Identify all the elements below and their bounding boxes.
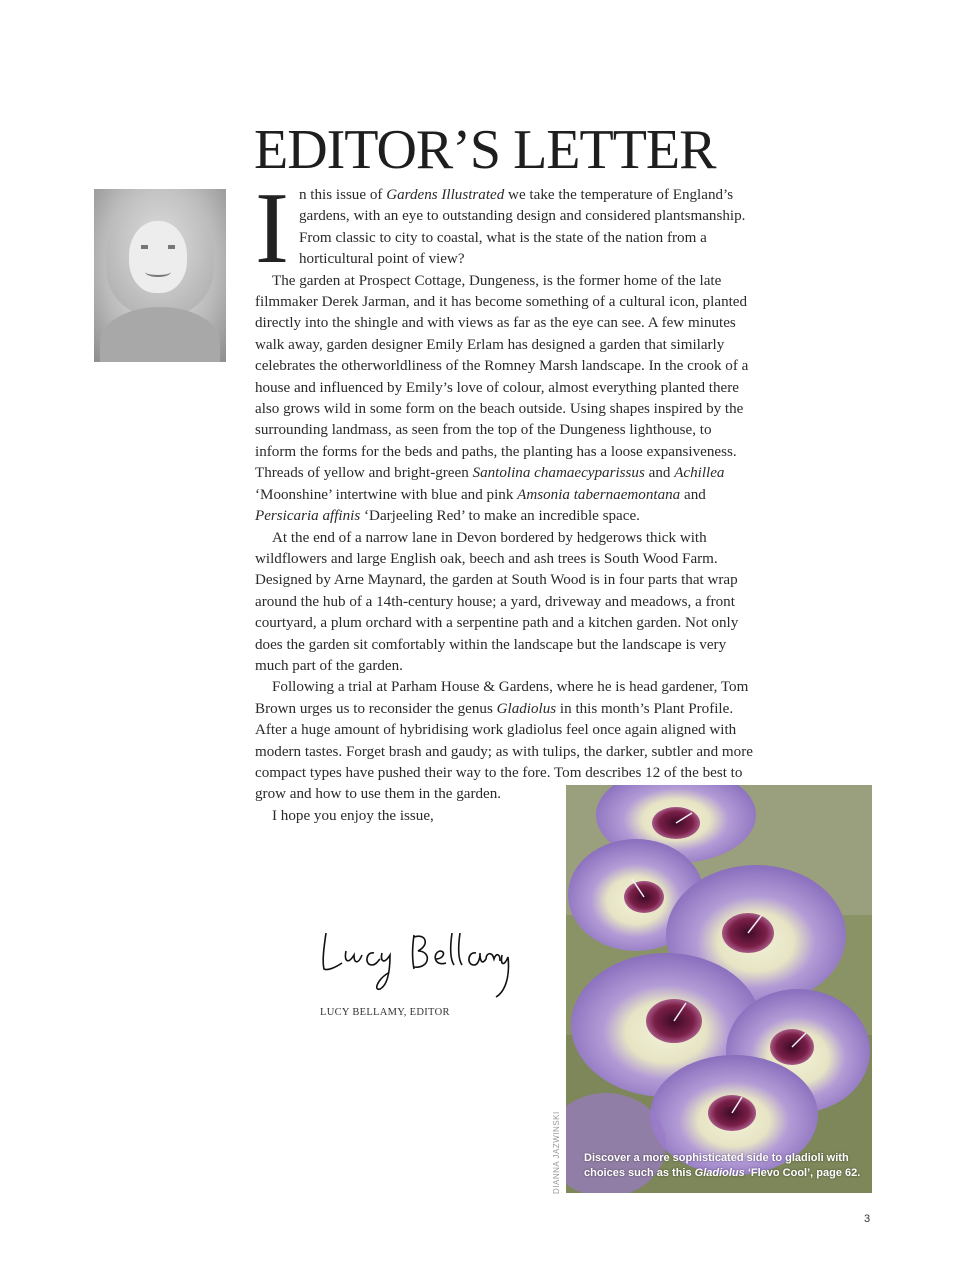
text-run: ‘Darjeeling Red’ to make an incredible space. [360, 508, 640, 525]
paragraph-5: I hope you enjoy the issue, [272, 807, 434, 824]
caption-plant-name: Gladiolus [694, 1167, 745, 1179]
plant-name: Santolina chamaecyparissus [472, 465, 645, 482]
magazine-name: Gardens Illustrated [386, 187, 505, 203]
photo-caption [584, 1151, 864, 1181]
page-number: 3 [864, 1213, 871, 1225]
portrait-face [129, 221, 187, 293]
plant-name: Amsonia tabernaemontana [517, 486, 681, 503]
text-run: ‘Moonshine’ intertwine with blue and pink [255, 486, 518, 503]
page-title: EDITOR’S LETTER [254, 118, 716, 181]
plant-name: Achillea [674, 465, 725, 482]
portrait-body [100, 307, 220, 362]
drop-cap: I [255, 172, 289, 285]
caption-text: Discover a more sophisticated side to gladioli with choices such as this [584, 1152, 849, 1179]
gladiolus-illustration [566, 785, 872, 1193]
text-run: in this month’s Plant Profile. After a huge amount of hybridising work gladiolus feel once again aligned with modern tastes. Forget brash and gaudy; as with tulips, the darker, subtler and more compact types have pushed their way to the fore. Tom describes 12 of the best to grow and how to use them in the garden. [255, 700, 753, 803]
editor-signature [314, 925, 514, 1005]
portrait-smile [145, 267, 171, 277]
photo-credit: DIANNA JAZWINSKI [552, 1111, 561, 1194]
text-run: we take the temperature of England’s gardens, with an eye to outstanding design and considered plantsmanship. From classic to city to coastal, what is the state of the nation from a horticultural point of view? [298, 187, 746, 268]
signature-name: LUCY BELLAMY, EDITOR [320, 1007, 450, 1018]
caption-text: ‘Flevo Cool’, page 62. [744, 1167, 861, 1179]
text-run: n this issue of [298, 187, 387, 203]
plant-name: Gladiolus [496, 700, 557, 717]
text-run: and [644, 465, 675, 482]
paragraph-2 [255, 271, 755, 528]
editor-portrait [94, 189, 226, 362]
gladiolus-photo [566, 785, 872, 1193]
text-run: and [680, 486, 706, 503]
plant-name: Persicaria affinis [255, 508, 361, 525]
portrait-eyes [141, 245, 175, 249]
text-run: The garden at Prospect Cottage, Dungeness, is the former home of the late filmmaker Derek Jarman, and it has become something of a cultural icon, planted directly into the shingle and with views as far as the eye can see. A few minutes walk away, garden designer Emily Erlam has designed a garden that similarly celebrates the otherworldliness of the Romney Marsh landscape. In the crook of a house and influenced by Emily’s love of colour, almost everything planted there also grows wild in some form on the beach outside. Using shapes inspired by the surrounding landmass, as seen from the top of the Dungeness lighthouse, to inform the forms for the beds and paths, the planting has a loose expansiveness. Threads of yellow and bright-green [255, 272, 749, 482]
text-run: Following a trial at Parham House & Gardens, where he is head gardener, Tom Brown urges us to reconsider the genus [255, 679, 749, 717]
paragraph-1 [255, 172, 755, 285]
paragraph-3: At the end of a narrow lane in Devon bordered by hedgerows thick with wildflowers and large English oak, beech and ash trees is South Wood Farm. Designed by Arne Maynard, the garden at South Wood is in four parts that wrap around the hub of a 14th-century house; a yard, driveway and meadows, a front courtyard, a plum orchard with a serpentine path and a kitchen garden. Not only does the garden sit comfortably within the landscape but the landscape is very much part of the garden. [255, 529, 739, 674]
